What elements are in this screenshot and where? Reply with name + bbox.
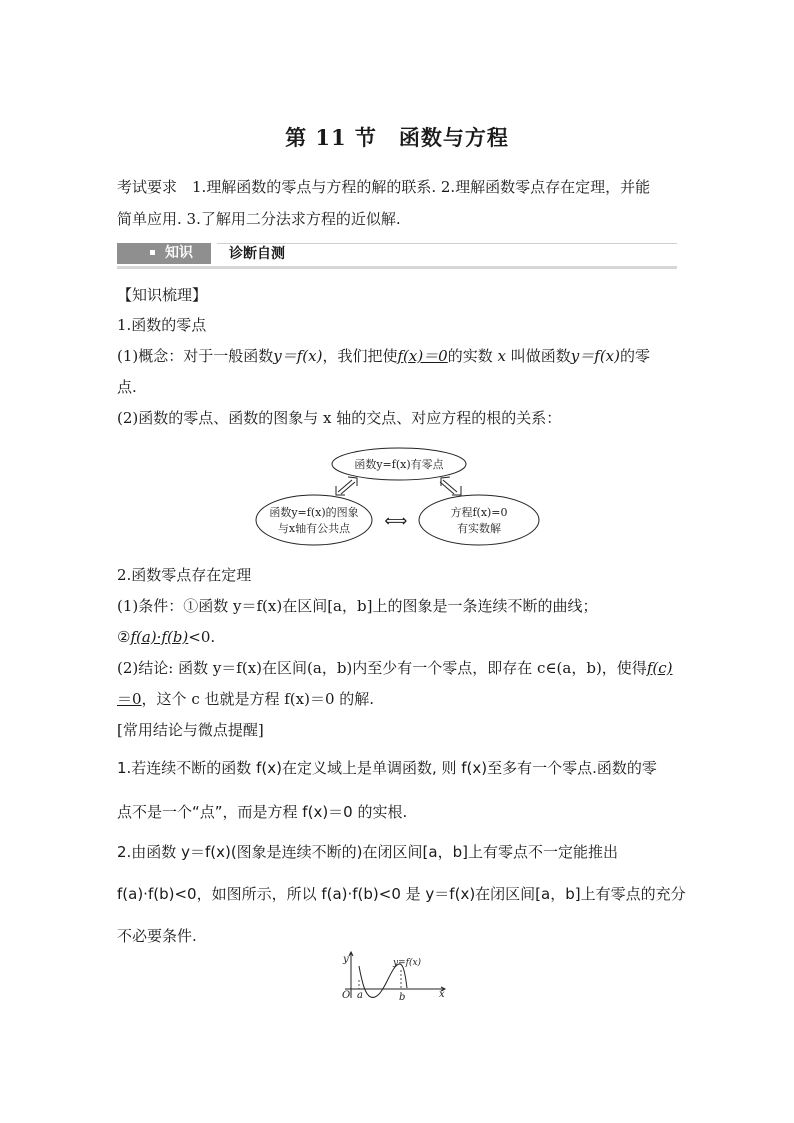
concept-function: y＝f(x) <box>273 347 323 365</box>
exam-requirements-line1: 考试要求 1.理解函数的零点与方程的解的联系. 2.理解函数零点存在定理，并能 <box>117 178 651 196</box>
double-arrow-icon <box>440 477 461 495</box>
tip-2-line1: 2.由函数 y＝f(x)(图象是连续不断的)在闭区间[a，b]上有零点不一定能推出 <box>117 843 618 861</box>
condition-end: <0. <box>188 628 216 646</box>
tip-2-line3: 不必要条件. <box>117 927 197 945</box>
theorem-conclusion-line1 <box>117 658 672 678</box>
page-title: 第 11 节 函数与方程 <box>285 125 509 150</box>
section-1-heading: 1.函数的零点 <box>117 316 207 334</box>
concept-text: 叫做函数 <box>510 347 571 365</box>
conclusion-text: (2)结论: 函数 y＝f(x)在区间(a，b)内至少有一个零点，即存在 c∈(a，b)，使得 <box>117 659 647 677</box>
curve-label: y=f(x) <box>393 958 422 968</box>
zero-point-relation: (2)函数的零点、函数的图象与 x 轴的交点、对应方程的根的关系： <box>117 409 562 427</box>
tips-heading: [常用结论与微点提醒] <box>117 721 264 739</box>
left-ellipse-text-1: 函数y=f(x)的图象 <box>269 506 359 519</box>
banner-tag <box>117 243 211 264</box>
condition-number: ② <box>117 628 131 646</box>
theorem-conclusion-line2 <box>117 689 374 709</box>
section-banner <box>117 242 677 267</box>
right-ellipse-text-2: 有实数解 <box>457 522 501 535</box>
theorem-condition-line1: (1)条件：①函数 y＝f(x)在区间[a，b]上的图象是一条连续不断的曲线； <box>117 597 598 615</box>
right-ellipse <box>419 495 539 545</box>
function-graph <box>339 950 449 1002</box>
condition-blank-answer: f(a)·f(b) <box>130 628 189 646</box>
x-label: x <box>439 989 445 1000</box>
concept-text: (1)概念：对于一般函数 <box>117 347 274 365</box>
zero-point-concept-line2: 点. <box>117 378 137 396</box>
concept-blank-answer: f(x)＝0 <box>397 347 448 365</box>
banner-divider <box>117 266 677 269</box>
top-ellipse-text: 函数y=f(x)有零点 <box>354 458 444 471</box>
tip-2-line2: f(a)·f(b)<0，如图所示，所以 f(a)·f(b)<0 是 y＝f(x)在闭区间[a，b]上有零点的充分 <box>117 885 686 903</box>
left-ellipse-text-2: 与x轴有公共点 <box>277 522 351 535</box>
left-ellipse <box>256 495 372 545</box>
y-label: y <box>343 954 349 965</box>
concept-text: 的实数 <box>447 347 493 365</box>
double-arrow-icon <box>336 477 357 495</box>
equivalence-arrow-icon: ⟺ <box>384 511 408 530</box>
square-bullet-icon <box>150 250 155 255</box>
tip-1-line1: 1.若连续不断的函数 f(x)在定义域上是单调函数, 则 f(x)至多有一个零点.函数的零 <box>117 759 657 777</box>
concept-function: y＝f(x) <box>570 347 620 365</box>
exam-requirements-line2: 简单应用. 3.了解用二分法求方程的近似解. <box>117 210 401 228</box>
knowledge-heading: 【知识梳理】 <box>117 286 208 304</box>
b-label: b <box>399 992 406 1002</box>
tip-1-line2: 点不是一个“点”，而是方程 f(x)＝0 的实根. <box>117 803 408 821</box>
theorem-condition-line2 <box>117 627 215 647</box>
concept-text: 的零 <box>620 347 651 365</box>
equivalence-diagram <box>254 447 544 549</box>
conclusion-text: ，这个 c 也就是方程 f(x)＝0 的解. <box>141 690 375 708</box>
zero-point-concept <box>117 346 650 366</box>
concept-variable: x <box>497 347 506 365</box>
a-label: a <box>357 990 363 1001</box>
conclusion-blank-answer: ＝0 <box>117 690 142 708</box>
banner-label: 诊断自测 <box>217 243 677 264</box>
right-ellipse-text-1: 方程f(x)=0 <box>450 506 508 519</box>
banner-tag-label: 知识 <box>165 245 193 261</box>
concept-text: ，我们把使 <box>322 347 398 365</box>
origin-label: O <box>342 990 351 1001</box>
conclusion-blank-answer: f(c) <box>646 659 673 677</box>
section-2-heading: 2.函数零点存在定理 <box>117 566 252 584</box>
